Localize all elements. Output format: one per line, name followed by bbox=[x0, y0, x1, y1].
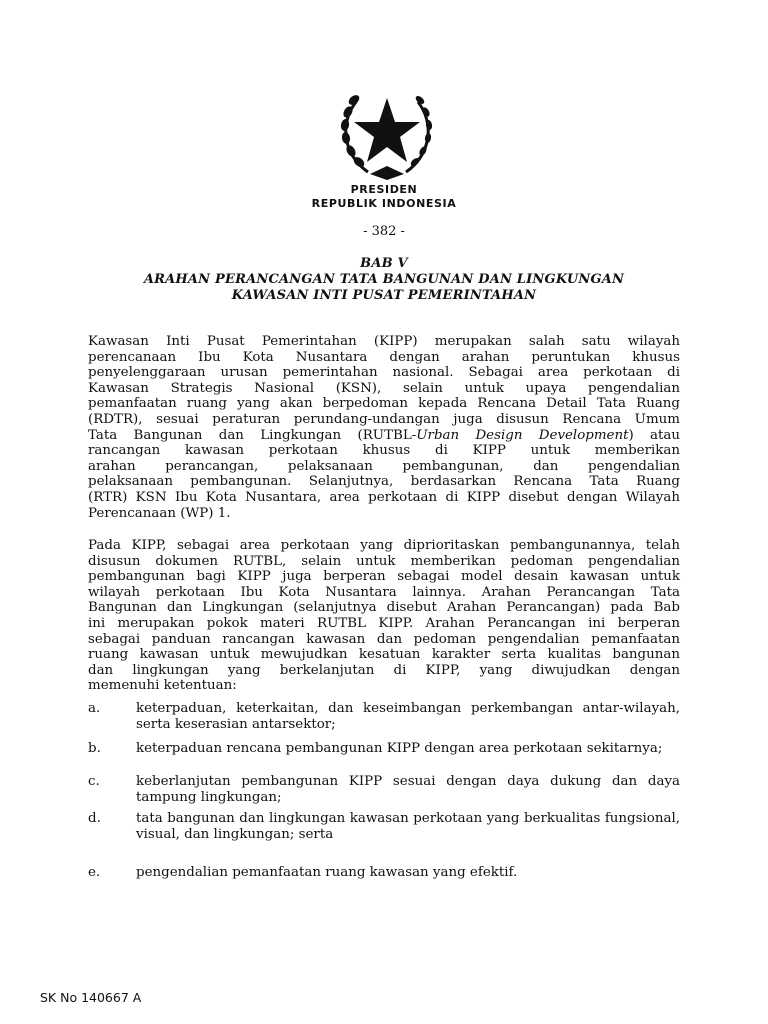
list-text: pengendalian pemanfaatan ruang kawasan yang efektif. bbox=[136, 864, 518, 880]
chapter-label: BAB V bbox=[360, 256, 408, 271]
italic-phrase: Urban Design Development bbox=[416, 427, 629, 443]
paragraph-line: dan lingkungan yang berkelanjutan di KIPP, yang diwujudkan dengan bbox=[88, 662, 680, 678]
chapter-title-line2: KAWASAN INTI PUSAT PEMERINTAHAN bbox=[231, 288, 537, 303]
garuda-emblem bbox=[334, 82, 440, 182]
list-text: keterpaduan rencana pembangunan KIPP dengan area perkotaan sekitarnya; bbox=[136, 741, 663, 757]
paragraph-line: ini merupakan pokok materi RUTBL KIPP. Arahan Perancangan ini berperan bbox=[88, 615, 680, 631]
paragraph-line: sebagai panduan rancangan kawasan dan pedoman pengendalian pemanfaatan bbox=[88, 631, 680, 647]
list-text: keberlanjutan pembangunan KIPP sesuai dengan daya dukung dan daya tampung lingkungan; bbox=[136, 774, 680, 805]
paragraph-line: wilayah perkotaan Ibu Kota Nusantara lainnya. Arahan Perancangan Tata bbox=[88, 584, 680, 600]
paragraph-line: pelaksanaan pembangunan. Selanjutnya, berdasarkan Rencana Tata Ruang bbox=[88, 474, 680, 490]
paragraph-line: (RTR) KSN Ibu Kota Nusantara, area perkotaan di KIPP disebut dengan Wilayah bbox=[88, 489, 680, 505]
paragraph-kipp bbox=[88, 538, 680, 694]
list-marker: c. bbox=[88, 774, 100, 790]
paragraph-line: penyelenggaraan urusan pemerintahan nasional. Sebagai area perkotaan di bbox=[88, 365, 680, 381]
list-marker: e. bbox=[88, 864, 101, 880]
paragraph-line: perencanaan Ibu Kota Nusantara dengan arahan peruntukan khusus bbox=[88, 349, 680, 365]
paragraph-line: memenuhi ketentuan: bbox=[88, 678, 237, 694]
page-number: - 382 - bbox=[363, 224, 405, 239]
list-item bbox=[88, 701, 680, 732]
paragraph-intro bbox=[88, 334, 680, 521]
paragraph-line: Kawasan Inti Pusat Pemerintahan (KIPP) merupakan salah satu wilayah bbox=[88, 334, 680, 349]
header-presiden: PRESIDEN bbox=[350, 183, 418, 196]
list-item bbox=[88, 774, 680, 805]
paragraph-line: Tata Bangunan dan Lingkungan (RUTBL-Urban Design Development) atau bbox=[88, 427, 680, 443]
paragraph-line: Pada KIPP, sebagai area perkotaan yang diprioritaskan pembangunannya, telah bbox=[88, 538, 680, 553]
paragraph-line: (RDTR), sesuai peraturan perundang-undangan juga disusun Rencana Umum bbox=[88, 411, 680, 427]
list-item bbox=[88, 741, 680, 757]
document-code: SK No 140667 A bbox=[40, 990, 142, 1005]
list-text: keterpaduan, keterkaitan, dan keseimbangan perkembangan antar-wilayah, serta keserasian antarsektor; bbox=[136, 701, 680, 732]
requirements-list bbox=[88, 701, 680, 881]
list-marker: d. bbox=[88, 811, 101, 827]
paragraph-line: Kawasan Strategis Nasional (KSN), selain untuk upaya pengendalian bbox=[88, 380, 680, 396]
paragraph-line: disusun dokumen RUTBL, selain untuk memberikan pedoman pengendalian bbox=[88, 553, 680, 569]
paragraph-line: arahan perancangan, pelaksanaan pembangunan, dan pengendalian bbox=[88, 458, 680, 474]
header-republik-indonesia: REPUBLIK INDONESIA bbox=[311, 197, 457, 210]
list-marker: a. bbox=[88, 701, 101, 716]
list-text: tata bangunan dan lingkungan kawasan perkotaan yang berkualitas fungsional, visual, dan lingkungan; serta bbox=[136, 811, 680, 842]
paragraph-line: ruang kawasan untuk mewujudkan kesatuan karakter serta kualitas bangunan bbox=[88, 647, 680, 663]
list-marker: b. bbox=[88, 741, 101, 757]
paragraph-line: rancangan kawasan perkotaan khusus di KIPP untuk memberikan bbox=[88, 443, 680, 459]
paragraph-line: Bangunan dan Lingkungan (selanjutnya disebut Arahan Perancangan) pada Bab bbox=[88, 600, 680, 616]
list-item bbox=[88, 865, 680, 881]
list-item bbox=[88, 811, 680, 842]
paragraph-line: Perencanaan (WP) 1. bbox=[88, 505, 231, 521]
paragraph-line: pembangunan bagi KIPP juga berperan sebagai model desain kawasan untuk bbox=[88, 569, 680, 585]
chapter-title-line1: ARAHAN PERANCANGAN TATA BANGUNAN DAN LINGKUNGAN bbox=[143, 272, 625, 287]
paragraph-line: pemanfaatan ruang yang akan berpedoman kepada Rencana Detail Tata Ruang bbox=[88, 396, 680, 412]
